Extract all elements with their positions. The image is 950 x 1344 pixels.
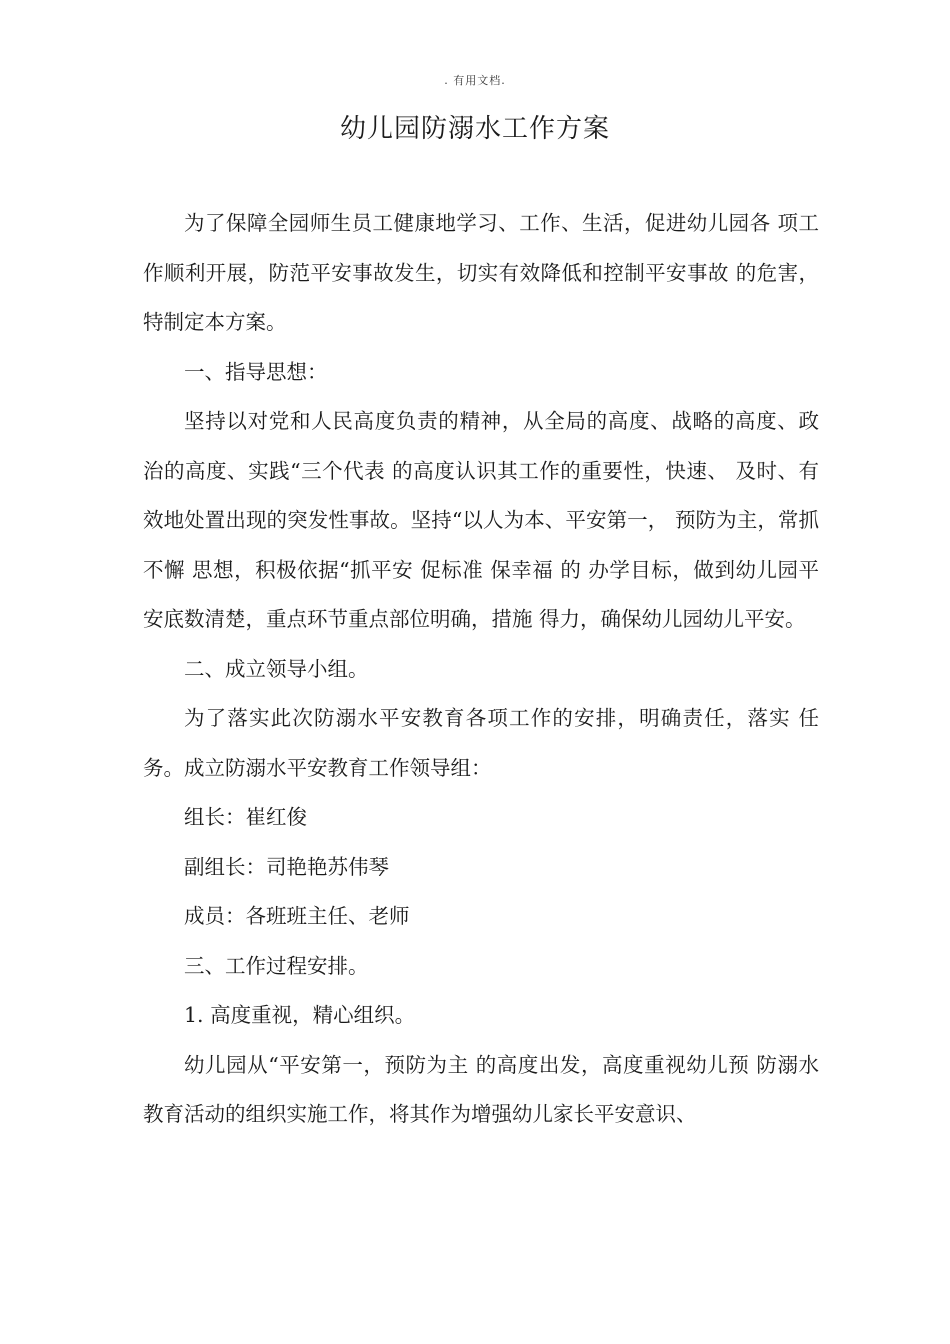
section-heading-2: 二、成立领导小组。 [184, 656, 369, 681]
section-heading-1: 一、指导思想： [184, 359, 328, 384]
paragraph-leadership: 为了落实此次防溺水平安教育各项工作的安排，明确责任，落实 任务。成立防溺水平安教育工作领导组： [143, 706, 819, 780]
subheading-1: 1. 高度重视，精心组织。 [184, 1003, 416, 1027]
leader-line: 组长：崔红俊 [184, 805, 307, 829]
paragraph-organization: 幼儿园从“平安第一，预防为主 的高度出发，高度重视幼儿预 防溺水教育活动的组织实施工作，将其作为增强幼儿家长平安意识、 [143, 1052, 819, 1126]
page-title: 幼儿园防溺水工作方案 [339, 114, 610, 144]
document-body [143, 199, 819, 1140]
paragraph-intro: 为了保障全园师生员工健康地学习、工作、生活，促进幼儿园各 项工作顺利开展，防范平安事故发生，切实有效降低和控制平安事故 的危害，特制定本方案。 [143, 211, 819, 334]
members-line: 成员：各班班主任、老师 [184, 904, 410, 928]
paragraph-guiding-thought: 坚持以对党和人民高度负责的精神，从全局的高度、战略的高度、政治的高度、实践“三个代表 的高度认识其工作的重要性，快速、 及时、有效地处置出现的突发性事故。坚持“以人为本、平安第一， 预防为主，常抓不懈 思想，积极依据“抓平安 促标准 保幸福 的 办学目标，做到幼儿园平安底数清楚，重点环节重点部位明确，措施 得力，确保幼儿园幼儿平安。 [143, 409, 819, 631]
deputy-leader-line: 副组长：司艳艳苏伟琴 [184, 854, 389, 879]
section-heading-3: 三、工作过程安排。 [184, 953, 369, 978]
header-mark: . 有用文档. [444, 74, 506, 87]
